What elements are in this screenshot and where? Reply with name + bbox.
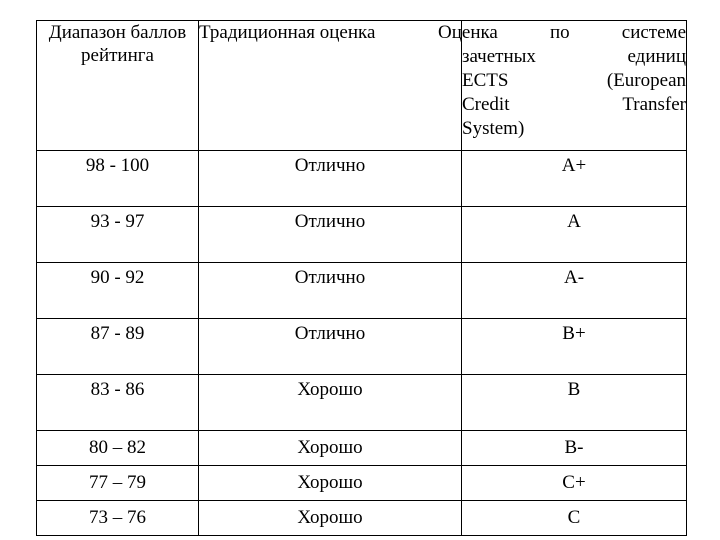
header-ects-grade [438, 21, 687, 151]
traditional-grade-cell: Хорошо [199, 431, 462, 466]
header-score-range-line2: рейтинга [81, 45, 154, 66]
header-traditional-grade: Традиционная оценка [199, 21, 462, 151]
table-row [37, 263, 687, 319]
score-range-cell: 90 - 92 [37, 263, 199, 319]
table-row [37, 207, 687, 263]
grading-scale-table [36, 20, 687, 536]
traditional-grade-cell: Хорошо [199, 466, 462, 501]
traditional-grade-cell: Хорошо [199, 375, 462, 431]
table-row [37, 501, 687, 536]
score-range-cell: 73 – 76 [37, 501, 199, 536]
table-row [37, 151, 687, 207]
ects-grade-cell: B- [462, 431, 687, 466]
table-row [37, 466, 687, 501]
header-ects-line1: Оценка по системе [438, 22, 686, 43]
ects-grade-cell: C+ [462, 466, 687, 501]
score-range-cell: 98 - 100 [37, 151, 199, 207]
ects-grade-cell: A [462, 207, 687, 263]
ects-grade-cell: C [462, 501, 687, 536]
score-range-cell: 93 - 97 [37, 207, 199, 263]
score-range-cell: 83 - 86 [37, 375, 199, 431]
table-row [37, 431, 687, 466]
ects-grade-cell: B+ [462, 319, 687, 375]
header-ects-line3: ECTS (European [462, 70, 686, 91]
traditional-grade-cell: Отлично [199, 151, 462, 207]
table-row [37, 375, 687, 431]
table-row [37, 319, 687, 375]
header-ects-line2: зачетных единиц [462, 46, 686, 67]
ects-grade-cell: A+ [462, 151, 687, 207]
traditional-grade-cell: Хорошо [199, 501, 462, 536]
header-score-range [37, 21, 199, 151]
ects-grade-cell: A- [462, 263, 687, 319]
traditional-grade-cell: Отлично [199, 263, 462, 319]
score-range-cell: 80 – 82 [37, 431, 199, 466]
header-ects-line4: Credit Transfer [462, 94, 686, 115]
traditional-grade-cell: Отлично [199, 207, 462, 263]
table-header-row [37, 21, 687, 151]
header-ects-line5: System) [462, 118, 525, 139]
ects-grade-cell: B [462, 375, 687, 431]
traditional-grade-cell: Отлично [199, 319, 462, 375]
score-range-cell: 87 - 89 [37, 319, 199, 375]
header-score-range-line1: Диапазон баллов [48, 22, 187, 43]
score-range-cell: 77 – 79 [37, 466, 199, 501]
